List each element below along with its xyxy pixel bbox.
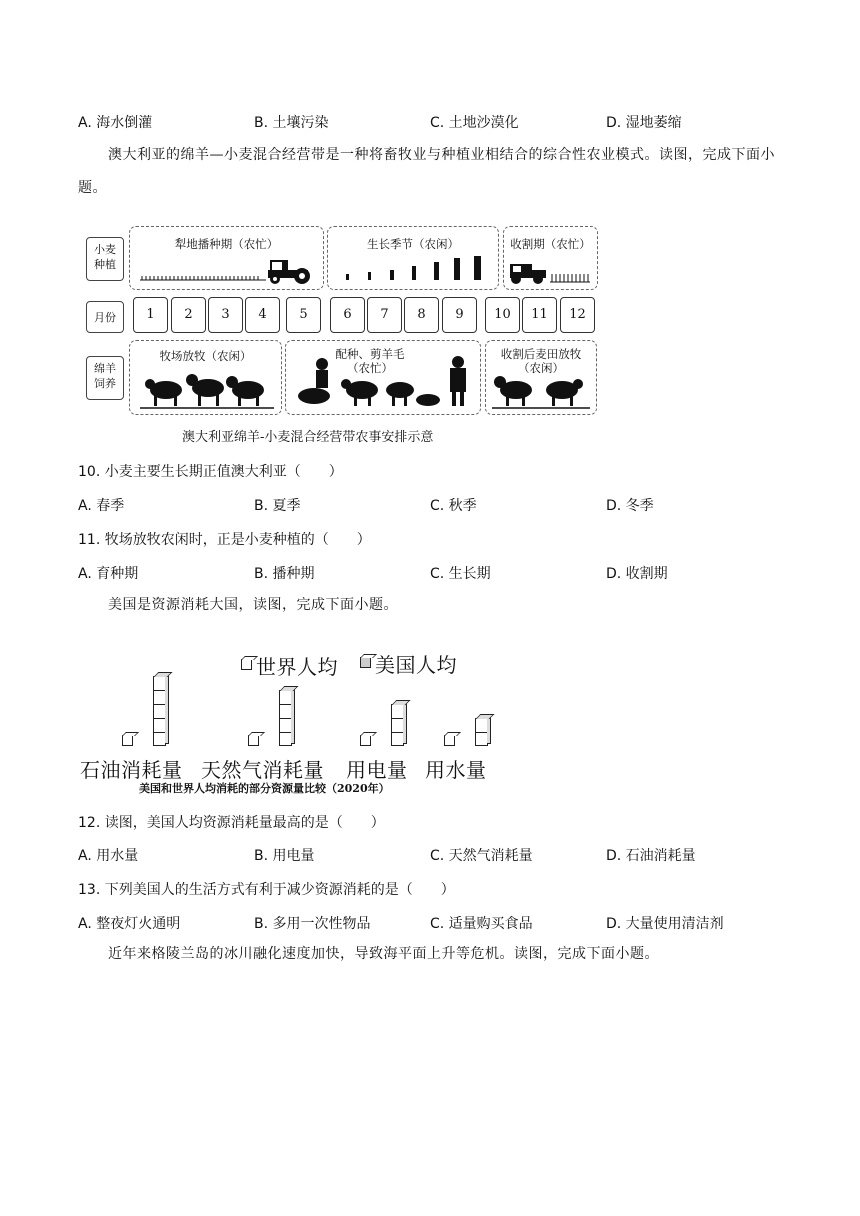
bar-us — [279, 690, 292, 746]
row-label-wheat — [86, 237, 124, 281]
q12-option-c: C. 天然气消耗量 — [430, 848, 533, 864]
category-label: 天然气消耗量 — [201, 758, 324, 782]
legend-world-label: 世界人均 — [256, 655, 338, 679]
row-label-sheep — [86, 356, 124, 400]
legend-us-label: 美国人均 — [375, 653, 457, 677]
legend-us-icon — [360, 657, 371, 668]
q10-stem: 10. 小麦主要生长期正值澳大利亚（ ） — [78, 464, 343, 480]
month-cell: 8 — [404, 297, 439, 333]
harvester-icon — [506, 258, 594, 286]
q12-stem: 12. 读图，美国人均资源消耗量最高的是（ ） — [78, 815, 385, 831]
legend-world-icon — [241, 659, 252, 670]
intro-paragraph-1: 澳大利亚的绵羊—小麦混合经营带是一种将畜牧业与种植业相结合的综合性农业模式。读图，完成下面小题。 — [78, 147, 775, 196]
category-label: 用水量 — [425, 758, 487, 782]
wheat-growth-icon — [340, 254, 490, 284]
phase-shearing-label: 配种、剪羊毛 — [335, 347, 405, 361]
q11-option-b: B. 播种期 — [254, 566, 315, 582]
sheep-shearing-icon — [292, 356, 476, 410]
category-label: 石油消耗量 — [80, 758, 183, 782]
row-label-wheat-2: 种植 — [94, 258, 116, 271]
month-cell: 5 — [286, 297, 321, 333]
row-label-sheep-1: 绵羊 — [94, 362, 116, 375]
bar-us — [475, 718, 488, 746]
q11-option-d: D. 收割期 — [606, 566, 668, 582]
month-cell: 11 — [522, 297, 557, 333]
row-label-wheat-1: 小麦 — [94, 243, 116, 256]
intro-paragraph-2: 美国是资源消耗大国，读图，完成下面小题。 — [108, 597, 398, 613]
bar-us — [153, 676, 166, 746]
q10-option-a: A. 春季 — [78, 498, 125, 514]
q9-option-d: D. 湿地萎缩 — [606, 115, 682, 131]
bar-us — [391, 704, 404, 746]
month-cell: 1 — [133, 297, 168, 333]
month-cell: 9 — [442, 297, 477, 333]
row-label-sheep-2: 饲养 — [94, 377, 116, 390]
month-cell: 10 — [485, 297, 520, 333]
q13-option-b: B. 多用一次性物品 — [254, 916, 371, 932]
bar-world — [360, 735, 371, 746]
bar-world — [122, 735, 133, 746]
phase-shearing-sub-label: （农忙） — [347, 361, 393, 375]
row-label-month: 月份 — [86, 301, 124, 333]
phase-harvest-label: 收割期（农忙） — [510, 237, 591, 251]
q11-stem: 11. 牧场放牧农闲时，正是小麦种植的（ ） — [78, 532, 371, 548]
q13-option-c: C. 适量购买食品 — [430, 916, 533, 932]
q12-option-d: D. 石油消耗量 — [606, 848, 696, 864]
figure2-caption: 美国和世界人均消耗的部分资源量比较（2020年） — [139, 782, 390, 795]
phase-grazing-label: 牧场放牧（农闲） — [159, 349, 252, 363]
q9-option-a: A. 海水倒灌 — [78, 115, 153, 131]
phase-field-grazing-label: 收割后麦田放牧 — [500, 347, 582, 361]
bar-world — [248, 735, 259, 746]
figure1-caption: 澳大利亚绵羊-小麦混合经营带农事安排示意 — [182, 430, 434, 445]
tractor-sowing-icon — [138, 254, 320, 286]
q12-option-a: A. 用水量 — [78, 848, 139, 864]
month-cell: 2 — [171, 297, 206, 333]
phase-sowing-label: 犁地播种期（农忙） — [174, 237, 279, 251]
month-cell: 12 — [560, 297, 595, 333]
q11-option-a: A. 育种期 — [78, 566, 139, 582]
month-cell: 3 — [208, 297, 243, 333]
q9-option-c: C. 土地沙漠化 — [430, 115, 519, 131]
q10-option-b: B. 夏季 — [254, 498, 301, 514]
category-label: 用电量 — [346, 758, 408, 782]
month-cell: 7 — [367, 297, 402, 333]
bar-world — [444, 735, 455, 746]
q10-option-d: D. 冬季 — [606, 498, 654, 514]
phase-field-grazing-sub-label: （农闲） — [518, 361, 564, 375]
q13-option-a: A. 整夜灯火通明 — [78, 916, 181, 932]
q13-stem: 13. 下列美国人的生活方式有利于减少资源消耗的是（ ） — [78, 882, 455, 898]
q9-option-b: B. 土壤污染 — [254, 115, 329, 131]
month-cell: 6 — [330, 297, 365, 333]
phase-growing-label: 生长季节（农闲） — [367, 237, 459, 251]
q12-option-b: B. 用电量 — [254, 848, 315, 864]
q13-option-d: D. 大量使用清洁剂 — [606, 916, 724, 932]
q11-option-c: C. 生长期 — [430, 566, 491, 582]
q10-option-c: C. 秋季 — [430, 498, 477, 514]
sheep-field-grazing-icon — [490, 374, 592, 410]
intro-paragraph-3: 近年来格陵兰岛的冰川融化速度加快，导致海平面上升等危机。读图，完成下面小题。 — [108, 946, 659, 962]
sheep-grazing-icon — [136, 368, 278, 410]
month-cell: 4 — [245, 297, 280, 333]
